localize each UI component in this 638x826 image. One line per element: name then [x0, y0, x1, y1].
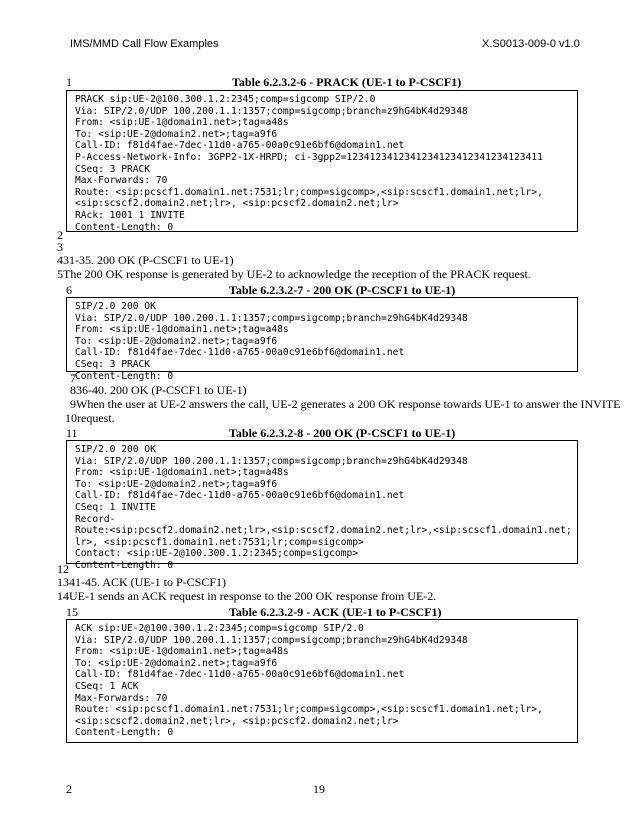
table-caption: Table 6.2.3.2-6 - PRACK (UE-1 to P-CSCF1) [232, 75, 462, 89]
sip-line: To: <sip:UE-2@domain2.net>;tag=a9f6 [75, 657, 278, 669]
sip-line: Content-Length: 0 [75, 370, 174, 382]
sip-line: Route: <sip:pcscf1.domain1.net:7531;lr;comp=sigcomp>,<sip:scscf1.domain1.net;lr>, [75, 704, 543, 716]
sip-line: From: <sip:UE-1@domain1.net>;tag=a48s [75, 646, 289, 658]
sip-line: Call-ID: f81d4fae-7dec-11d0-a765-00a0c91e6bf6@domain1.net [75, 490, 405, 502]
page-number: 19 [313, 782, 325, 796]
sip-message-box [66, 440, 578, 571]
sip-message-box [66, 90, 578, 232]
sip-line: Content-Length: 0 [75, 727, 174, 739]
body-text: 9When the user at UE-2 answers the call, UE-2 generates a 200 OK response towards UE-1 to answer the INVITE [70, 397, 621, 411]
section-heading: 431-35. 200 OK (P-CSCF1 to UE-1) [57, 253, 234, 267]
sip-line: PRACK sip:UE-2@100.300.1.2:2345;comp=sigcomp SIP/2.0 [75, 94, 376, 105]
sip-line: CSeq: 3 PRACK [75, 163, 151, 175]
section-heading: 1341-45. ACK (UE-1 to P-CSCF1) [57, 575, 227, 589]
sip-line: SIP/2.0 200 OK [75, 301, 156, 312]
sip-line: CSeq: 1 INVITE [75, 501, 156, 513]
section-heading: 836-40. 200 OK (P-CSCF1 to UE-1) [70, 383, 247, 397]
sip-line: ACK sip:UE-2@100.300.1.2:2345;comp=sigcomp SIP/2.0 [75, 623, 364, 634]
sip-line: Max-Forwards: 70 [75, 692, 168, 704]
sip-line: To: <sip:UE-2@domain2.net>;tag=a9f6 [75, 128, 278, 140]
sip-line: To: <sip:UE-2@domain2.net>;tag=a9f6 [75, 478, 278, 490]
sip-line: Route: <sip:pcscf1.domain1.net:7531;lr;comp=sigcomp>,<sip:scscf1.domain1.net;lr>, [75, 186, 543, 198]
line-number: 12 [57, 562, 69, 576]
sip-line: CSeq: 1 ACK [75, 680, 139, 692]
sip-line: SIP/2.0 200 OK [75, 444, 156, 455]
sip-message-box [66, 619, 578, 743]
footer-line-number: 2 [66, 782, 72, 796]
line-number: 11 [66, 426, 78, 440]
body-text: 14UE-1 sends an ACK request in response to the 200 OK response from UE-2. [57, 589, 437, 603]
body-text: 10request. [65, 411, 115, 425]
header-title: IMS/MMD Call Flow Examples [70, 38, 219, 50]
line-number: 7 [70, 371, 76, 385]
sip-line: Call-ID: f81d4fae-7dec-11d0-a765-00a0c91e6bf6@domain1.net [75, 669, 405, 681]
sip-line: Via: SIP/2.0/UDP 100.200.1.1:1357;comp=sigcomp;branch=z9hG4bK4d29348 [75, 634, 468, 646]
table-caption: Table 6.2.3.2-9 - ACK (UE-1 to P-CSCF1) [229, 605, 442, 619]
body-text: 5The 200 OK response is generated by UE-2 to acknowledge the reception of the PRACK request. [57, 267, 531, 281]
sip-line: RAck: 1001 1 INVITE [75, 209, 185, 221]
sip-line: To: <sip:UE-2@domain2.net>;tag=a9f6 [75, 335, 278, 347]
line-number: 3 [57, 240, 63, 254]
line-number: 6 [66, 283, 72, 297]
sip-line: Route:<sip:pcscf2.domain2.net;lr>,<sip:scscf2.domain2.net;lr>,<sip:scscf1.domain1.net; [75, 525, 572, 537]
table-caption: Table 6.2.3.2-8 - 200 OK (P-CSCF1 to UE-1) [229, 426, 456, 440]
sip-line: Contact: <sip:UE-2@100.300.1.2:2345;comp=sigcomp> [75, 548, 359, 560]
sip-line: From: <sip:UE-1@domain1.net>;tag=a48s [75, 117, 289, 129]
line-number: 1 [66, 75, 72, 89]
sip-line: Content-Length: 0 [75, 559, 174, 571]
sip-message-box [66, 297, 578, 382]
sip-line: From: <sip:UE-1@domain1.net>;tag=a48s [75, 324, 289, 336]
sip-line: Via: SIP/2.0/UDP 100.200.1.1:1357;comp=sigcomp;branch=z9hG4bK4d29348 [75, 455, 468, 467]
line-number: 2 [57, 228, 63, 242]
sip-line: <sip:scscf2.domain2.net;lr>, <sip:pcscf2.domain2.net;lr> [75, 198, 399, 210]
sip-line: Via: SIP/2.0/UDP 100.200.1.1:1357;comp=sigcomp;branch=z9hG4bK4d29348 [75, 312, 468, 324]
sip-line: Call-ID: f81d4fae-7dec-11d0-a765-00a0c91e6bf6@domain1.net [75, 347, 405, 359]
sip-line: Call-ID: f81d4fae-7dec-11d0-a765-00a0c91e6bf6@domain1.net [75, 140, 405, 152]
sip-line: lr>, <sip:pcscf1.domain1.net:7531;lr;comp=sigcomp> [75, 536, 364, 548]
table-caption: Table 6.2.3.2-7 - 200 OK (P-CSCF1 to UE-1) [229, 283, 456, 297]
header-doc-id: X.S0013-009-0 v1.0 [482, 38, 580, 50]
line-number: 15 [66, 605, 78, 619]
sip-line: Max-Forwards: 70 [75, 175, 168, 187]
sip-line: Content-Length: 0 [75, 221, 174, 233]
sip-line: Record- [75, 513, 116, 525]
sip-line: CSeq: 3 PRACK [75, 358, 151, 370]
sip-line: Via: SIP/2.0/UDP 100.200.1.1:1357;comp=sigcomp;branch=z9hG4bK4d29348 [75, 105, 468, 117]
sip-line: <sip:scscf2.domain2.net;lr>, <sip:pcscf2.domain2.net;lr> [75, 715, 399, 727]
sip-line: From: <sip:UE-1@domain1.net>;tag=a48s [75, 467, 289, 479]
sip-line: P-Access-Network-Info: 3GPP2-1X-HRPD; ci-3gpp2=1234123412341234123412341234123411 [75, 151, 543, 163]
